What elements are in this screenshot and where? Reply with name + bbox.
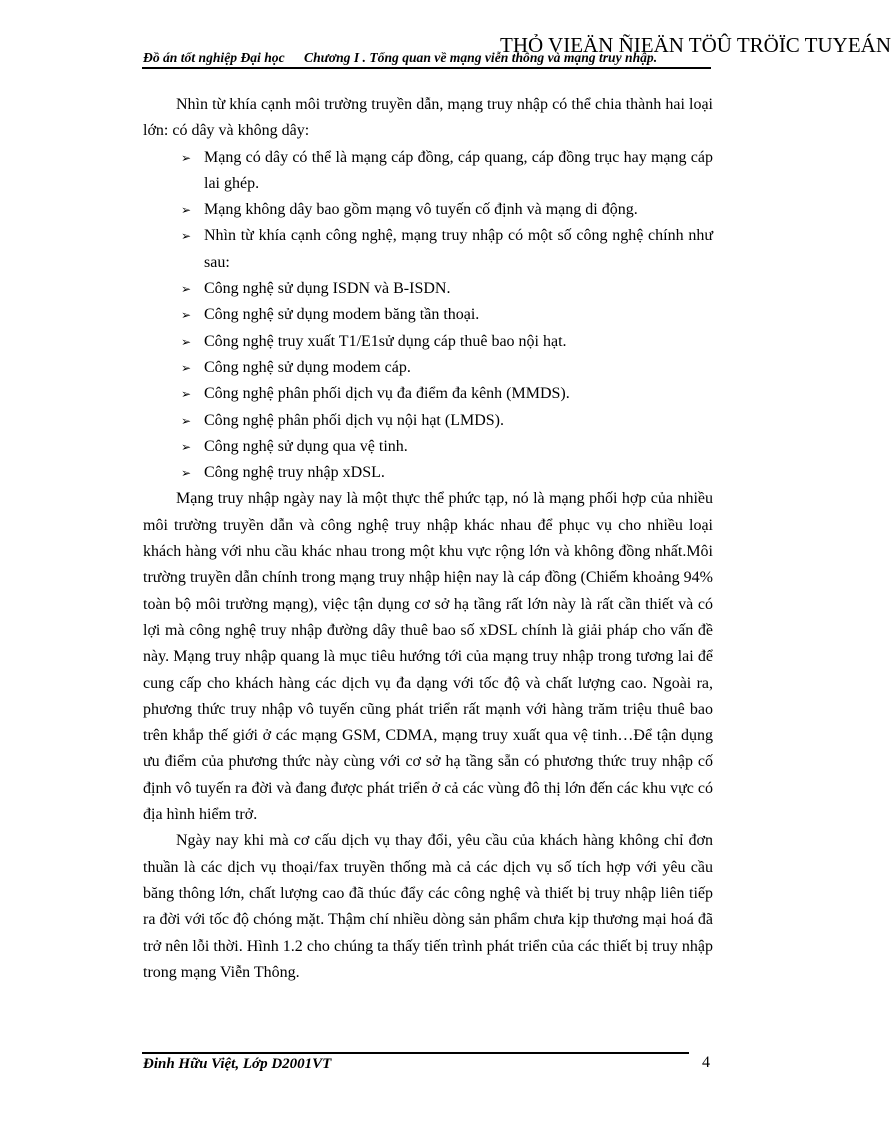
- list-item: [143, 434, 713, 460]
- list-item-text: Công nghệ phân phối dịch vụ đa điểm đa kênh (MMDS).: [204, 385, 570, 403]
- list-item-text: Công nghệ sử dụng ISDN và B-ISDN.: [204, 280, 451, 298]
- watermark-text: THỎ VIEÄN ÑIEÄN TÖÛ TRÖÏC TUYEÁN: [500, 33, 891, 57]
- page-header: [143, 50, 710, 66]
- list-item: [143, 329, 713, 355]
- arrow-bullet-icon: ➢: [181, 413, 192, 428]
- list-item: [143, 460, 713, 486]
- page-number: 4: [702, 1054, 710, 1071]
- list-item-text: Mạng có dây có thể là mạng cáp đồng, cáp quang, cáp đồng trục hay mạng cáp lai ghép.: [204, 148, 713, 192]
- arrow-bullet-icon: ➢: [181, 466, 192, 481]
- body-paragraph-service-evolution: Ngày nay khi mà cơ cấu dịch vụ thay đổi, yêu cầu của khách hàng không chỉ đơn thuần là các dịch vụ thoại/fax truyền thống mà cả các dịch vụ số tích hợp với yêu cầu băng thông lớn, chất lượng cao đã thúc đẩy các công nghệ và thiết bị truy nhập liên tiếp ra đời với tốc độ chóng mặt. Thậm chí nhiều dòng sản phẩm chưa kịp thương mại hoá đã trở nên lỗi thời. Hình 1.2 cho chúng ta thấy tiến trình phát triển của các thiết bị truy nhập trong mạng Viễn Thông.: [143, 832, 713, 981]
- list-item: [143, 197, 713, 223]
- arrow-bullet-icon: ➢: [181, 439, 192, 454]
- list-item-text: Công nghệ sử dụng modem cáp.: [204, 358, 411, 376]
- header-divider: [142, 67, 711, 69]
- list-item: [143, 302, 713, 328]
- arrow-bullet-icon: ➢: [181, 203, 192, 218]
- arrow-bullet-icon: ➢: [181, 150, 192, 165]
- arrow-bullet-icon: ➢: [181, 282, 192, 297]
- list-item-text: Công nghệ sử dụng modem băng tần thoại.: [204, 306, 480, 324]
- header-chapter-title: Chương I . Tổng quan về mạng viễn thông và mạng truy nhập.: [304, 50, 658, 65]
- page-body: [143, 92, 713, 986]
- arrow-bullet-icon: ➢: [181, 387, 192, 402]
- arrow-bullet-icon: ➢: [181, 334, 192, 349]
- arrow-bullet-icon: ➢: [181, 360, 192, 375]
- footer-divider: [142, 1052, 689, 1054]
- header-document-title: Đồ án tốt nghiệp Đại học: [143, 50, 285, 65]
- list-item: [143, 223, 713, 276]
- list-item-text: Công nghệ sử dụng qua vệ tinh.: [204, 437, 408, 455]
- arrow-bullet-icon: ➢: [181, 229, 192, 244]
- list-item: [143, 408, 713, 434]
- list-item: [143, 355, 713, 381]
- footer-author: Đinh Hữu Việt, Lớp D2001VT: [143, 1056, 332, 1072]
- list-item: [143, 276, 713, 302]
- arrow-bullet-icon: ➢: [181, 308, 192, 323]
- list-item: [143, 381, 713, 407]
- technology-bullet-list: [143, 145, 713, 487]
- list-item: [143, 145, 713, 198]
- list-item-text: Công nghệ phân phối dịch vụ nội hạt (LMDS).: [204, 411, 504, 429]
- body-paragraph-access-network: Mạng truy nhập ngày nay là một thực thể phức tạp, nó là mạng phối hợp của nhiều môi trường truyền dẫn và công nghệ truy nhập khác nhau để phục vụ cho nhiều loại khách hàng với nhu cầu khác nhau trong một khu vực rộng lớn và không đồng nhất.Môi trường truyền dẫn chính trong mạng truy nhập hiện nay là cáp đồng (Chiếm khoảng 94% toàn bộ môi trường mạng), việc tận dụng cơ sở hạ tầng rất lớn này là rất cần thiết và có lợi mà công nghệ truy nhập đường dây thuê bao số xDSL chính là giải pháp cho vấn đề này. Mạng truy nhập quang là mục tiêu hướng tới của mạng truy nhập trong tương lai để cung cấp cho khách hàng các dịch vụ đa dạng với tốc độ và chất lượng cao. Ngoài ra, phương thức truy nhập vô tuyến cũng phát triển rất mạnh với hàng trăm triệu thuê bao trên khắp thế giới ở các mạng GSM, CDMA, mạng truy xuất qua vệ tinh…Để tận dụng ưu điểm của phương thức này cùng với cơ sở hạ tầng sẵn có phương thức truy nhập cố định vô tuyến ra đời và đang được phát triển ở cả các vùng đô thị lớn đến các khu vực có địa hình hiểm trở.: [143, 490, 713, 824]
- list-item-text: Mạng không dây bao gồm mạng vô tuyến cố định và mạng di động.: [204, 201, 638, 219]
- intro-paragraph: Nhìn từ khía cạnh môi trường truyền dẫn, mạng truy nhập có thể chia thành hai loại lớn: có dây và không dây:: [143, 96, 713, 140]
- list-item-text: Công nghệ truy nhập xDSL.: [204, 464, 385, 482]
- list-item-text: Nhìn từ khía cạnh công nghệ, mạng truy nhập có một số công nghệ chính như sau:: [204, 227, 713, 271]
- list-item-text: Công nghệ truy xuất T1/E1sử dụng cáp thuê bao nội hạt.: [204, 332, 567, 350]
